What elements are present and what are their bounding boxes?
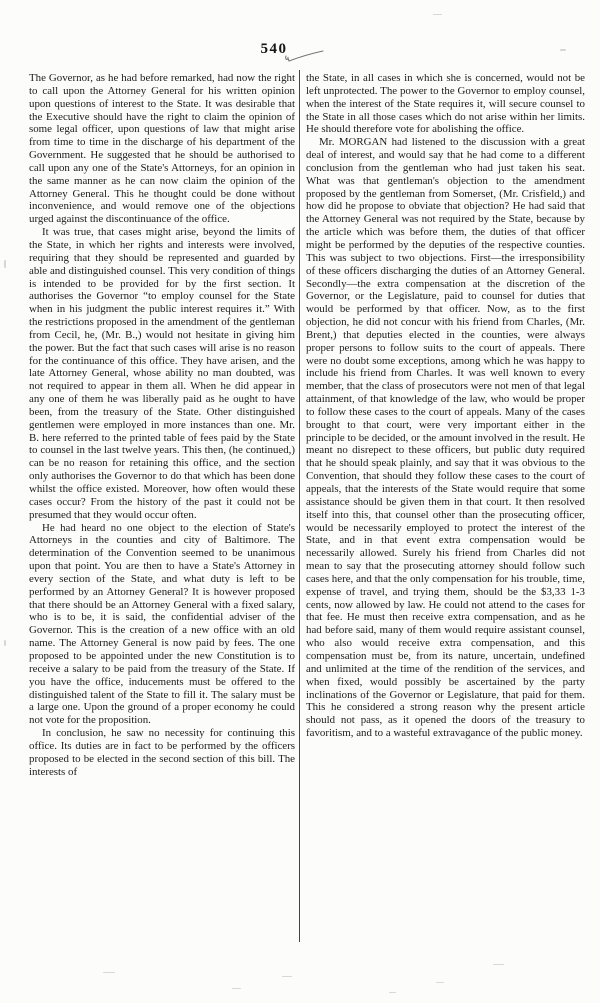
paragraph: Mr. MORGAN had listened to the discussion with a great deal of interest, and would say that he had come to a different conclusion from the gentleman who had just taken his seat. What was that gentleman's objection to the amendment proposed by the gentleman from Somerset, (Mr. Crisfield,) and how did he propose to obviate that objection? He had said that the Attorney General was not required by the State, because by the article which was before them, the duties of that officer might be performed by the deputies of the respective counties. This was subject to two objections. First—the irresponsibility of these officers discharging the duties of an Attorney General. Secondly—the extra compensation at the discretion of the Governor, or the Legislature, paid to counsel for duties that would be performed by that officer. Now, as to the first objection, he did not concur with his friend from Charles, (Mr. Brent,) that deputies elected in the counties, were always proper persons to follow suits to the court of appeals. There were no doubt some exceptions, among which he was happy to include his friend from Charles. It was well known to every member, that the class of prosecutors were not men of that legal attainment, of that knowledge of the law, who would be proper to follow these cases to the court of appeals. Many of the cases brought to that court, were very important either in the principle to be decided, or the amount involved in the result. He meant no disrepect to these officers, but public duty required that he should speak plainly, and say that it was obvious to the Convention, that should they follow these cases to the court of appeals, that the interests of the State would require that some assistance should be given them in that court. It then resolved itself into this, that counsel other than the prosecuting officer, would be necessarily employed to protect the interest of the State, and in that event extra compensation would be necessarily allowed. Surely his friend from Charles did not mean to say that the prosecuting attorney should follow such cases here, and that the only compensation for his trouble, time, expense of travel, and trying them, should be the $3,33 1-3 cents, now allowed by law. He could not attend to the cases for that fee. He must then receive extra compensation, and as he had before said, many of them would require assistant counsel, who also would receive extra compensation, and this compensation must be, from its nature, uncertain, undefined and unlimited at the time of the rendition of the services, and when fixed, would possibly be ascertained by the party inclinations of the Governor or Legislature, that paid for them. This he considered a strong reason why the present article should not pass, as it opened the doors of the treasury to favoritism, and to a wasteful extravagance of the public money.: [306, 136, 585, 740]
scan-artifact: [232, 988, 241, 989]
paragraph: He had heard no one object to the election of State's Attorneys in the counties and city of Baltimore. The determination of the Convention seemed to be unanimous upon that point. You are then to have a State's Attorney in every section of the State, and what duty is left to be performed by an Attorney General? It is however proposed that there should be an Attorney General with a fixed salary, who is to be, it is said, the confidential adviser of the Governor. This is the creation of a new office with an old name. The Attorney General is now paid by fees. The one proposed to be appointed under the new Constitution is to receive a salary to be paid from the treasury of the State. If you have the office, inducements must be offered to the distinguished talent of the State to fill it. The salary must be a large one. Upon the ground of a proper economy he could not vote for the proposition.: [29, 521, 295, 727]
scan-artifact: [433, 14, 442, 15]
scan-artifact: [389, 992, 396, 993]
scan-artifact: [4, 640, 6, 646]
scan-artifact: [436, 982, 444, 983]
paragraph: It was true, that cases might arise, beyond the limits of the State, in which her rights and interests were involved, requiring that they should be represented and guarded by able and distinguished counsel. This very condition of things is intended to be provided for by the first section. It authorises the Governor “to employ counsel for the State when in his judgment the public interest requires it.” With the restrictions proposed in the amendment of the gentleman from Cecil, he, (Mr. B.,) would not hesitate in giving him the power. But the fact that such cases will arise is no reason for the continuance of this office. They have arisen, and the late Attorney General, whose ability no man doubted, was not required to appear in them all. When he did appear in any one of them he was liberally paid as he ought to have been, from the treasury of the State. Other distinguished gentlemen were employed in more instances than one. Mr. B. here referred to the printed table of fees paid by the State to counsel in the last twelve years. This then, (he continued,) can be no reason for retaining this office, and the section only authorises the Governor to do that which has been done whilst the office existed. Moreover, how often would these cases occur? From the history of the past it could not be presumed that they would occur often.: [29, 226, 295, 521]
scan-artifact: [560, 49, 566, 51]
scan-artifact: [282, 976, 292, 977]
paragraph: In conclusion, he saw no necessity for continuing this office. Its duties are in fact to be performed by the officers proposed to be elected in the second section of this bill. The interests of: [29, 727, 295, 778]
left-column: [29, 72, 295, 778]
paragraph: the State, in all cases in which she is concerned, would not be left unprotected. The power to the Governor to employ counsel, when the interest of the State requires it, will secure counsel to the State in all those cases which do not arise within her limits. He should therefore vote for abolishing the office.: [306, 72, 585, 136]
column-divider-rule: [299, 70, 300, 942]
scan-artifact: [103, 972, 115, 973]
scan-artifact: [493, 964, 504, 965]
pen-squiggle-mark: [283, 48, 325, 66]
paragraph: The Governor, as he had before remarked, had now the right to call upon the Attorney General for his written opinion upon questions of interest to the State. It was desirable that the Executive should have the right to claim the opinion of some legal officer, upon questions of law that might arise from time to time in the discharge of his department of the Government. He suggested that he should be authorised to call upon any one of the State's Attorneys, for an opinion in the same manner as he can now claim the opinion of the Attorney General. This he thought could be done without inconvenience, and would remove one of the objections urged against the discontinuance of the office.: [29, 72, 295, 226]
page-number: 540: [260, 41, 288, 57]
right-column: [306, 72, 585, 740]
scan-artifact: [4, 260, 6, 268]
